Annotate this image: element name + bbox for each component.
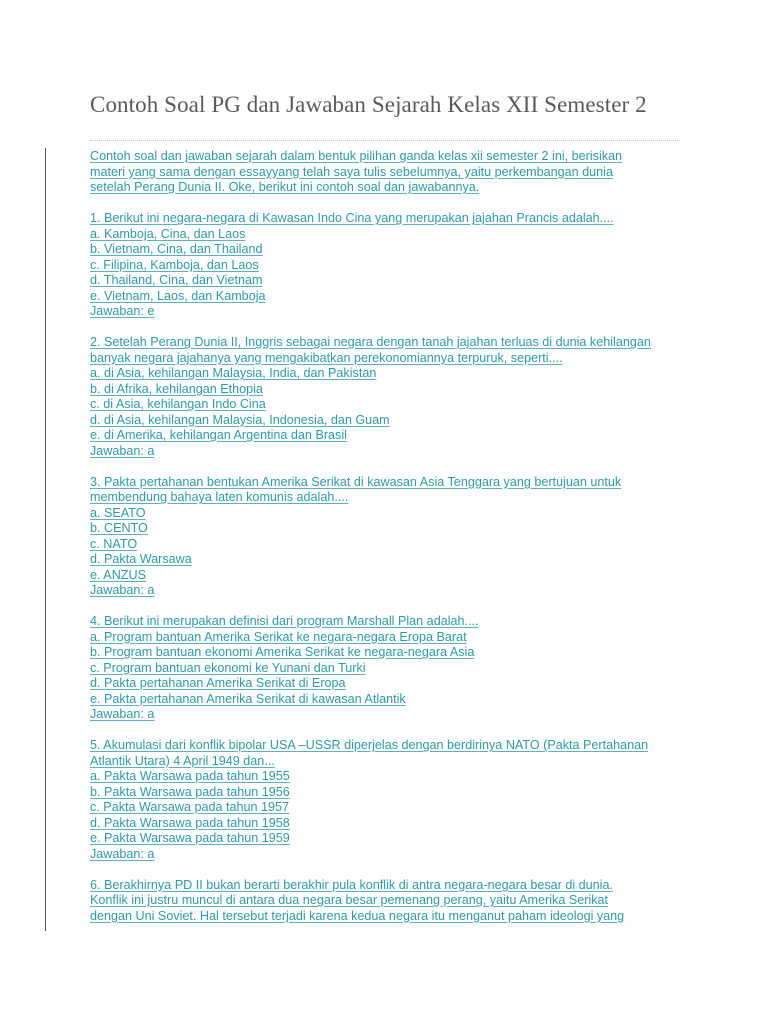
left-margin-rule <box>45 148 46 931</box>
question-text[interactable]: 2. Setelah Perang Dunia II, Inggris sebagai negara dengan tanah jajahan terluas di dunia kehilangan <box>90 335 651 349</box>
question-text[interactable]: 3. Pakta pertahanan bentukan Amerika Serikat di kawasan Asia Tenggara yang bertujuan untuk <box>90 474 622 489</box>
answer[interactable]: Jawaban: e <box>90 304 155 318</box>
option-a[interactable]: a. di Asia, kehilangan Malaysia, India, dan Pakistan <box>90 366 377 380</box>
question-text[interactable]: 5. Akumulasi dari konflik bipolar USA –USSR diperjelas dengan berdirinya NATO (Pakta Pertahanan <box>90 738 649 752</box>
option-c[interactable]: c. NATO <box>90 536 138 551</box>
question-3 <box>90 475 690 599</box>
question-text[interactable]: dengan Uni Soviet. Hal tersebut terjadi karena kedua negara itu menganut paham ideologi yang <box>90 908 625 923</box>
option-a[interactable]: a. Program bantuan Amerika Serikat ke negara-negara Eropa Barat <box>90 629 467 644</box>
question-text[interactable]: banyak negara jajahanya yang mengakibatkan perekonomiannya terpuruk, seperti.... <box>90 350 563 365</box>
question-text[interactable]: 4. Berikut ini merupakan definisi dari program Marshall Plan adalah.... <box>90 614 479 628</box>
question-5 <box>90 738 690 862</box>
intro-line[interactable]: Contoh soal dan jawaban sejarah dalam bentuk pilihan ganda kelas xii semester 2 ini, berisikan <box>90 149 623 163</box>
option-d[interactable]: d. Pakta pertahanan Amerika Serikat di Eropa <box>90 676 346 690</box>
option-e[interactable]: e. Pakta Warsawa pada tahun 1959 <box>90 831 290 845</box>
question-text[interactable]: Atlantik Utara) 4 April 1949 dan... <box>90 753 275 768</box>
option-c[interactable]: c. Pakta Warsawa pada tahun 1957 <box>90 800 290 814</box>
option-a[interactable]: a. Pakta Warsawa pada tahun 1955 <box>90 769 290 783</box>
option-c[interactable]: c. Program bantuan ekonomi ke Yunani dan Turki <box>90 660 366 675</box>
answer[interactable]: Jawaban: a <box>90 707 155 721</box>
option-b[interactable]: b. Vietnam, Cina, dan Thailand <box>90 242 263 256</box>
option-e[interactable]: e. ANZUS <box>90 567 146 582</box>
option-a[interactable]: a. Kamboja, Cina, dan Laos <box>90 226 246 241</box>
option-e[interactable]: e. Pakta pertahanan Amerika Serikat di kawasan Atlantik <box>90 691 406 706</box>
answer[interactable]: Jawaban: a <box>90 443 155 458</box>
option-c[interactable]: c. Filipina, Kamboja, dan Laos <box>90 257 259 272</box>
question-text[interactable]: 6. Berakhirnya PD II bukan berarti berakhir pula konflik di antra negara-negara besar di dunia. <box>90 877 613 892</box>
option-a[interactable]: a. SEATO <box>90 505 146 520</box>
option-e[interactable]: e. Vietnam, Laos, dan Kamboja <box>90 288 266 303</box>
option-d[interactable]: d. di Asia, kehilangan Malaysia, Indonesia, dan Guam <box>90 412 390 427</box>
option-e[interactable]: e. di Amerika, kehilangan Argentina dan Brasil <box>90 428 347 442</box>
question-text[interactable]: membendung bahaya laten komunis adalah.... <box>90 490 349 504</box>
question-2 <box>90 335 690 459</box>
document-body <box>90 149 690 940</box>
answer[interactable]: Jawaban: a <box>90 846 155 861</box>
question-text[interactable]: 1. Berikut ini negara-negara di Kawasan Indo Cina yang merupakan jajahan Prancis adalah.... <box>90 211 614 225</box>
option-b[interactable]: b. Pakta Warsawa pada tahun 1956 <box>90 784 290 799</box>
answer[interactable]: Jawaban: a <box>90 583 155 597</box>
question-6 <box>90 878 690 925</box>
intro-line[interactable]: setelah Perang Dunia II. Oke, berikut ini contoh soal dan jawabannya. <box>90 180 480 194</box>
document-title: Contoh Soal PG dan Jawaban Sejarah Kelas XII Semester 2 <box>90 92 647 117</box>
option-b[interactable]: b. CENTO <box>90 521 148 535</box>
option-c[interactable]: c. di Asia, kehilangan Indo Cina <box>90 397 266 411</box>
intro-paragraph <box>90 149 690 196</box>
option-d[interactable]: d. Pakta Warsawa <box>90 552 192 566</box>
option-d[interactable]: d. Pakta Warsawa pada tahun 1958 <box>90 815 290 830</box>
question-4 <box>90 614 690 723</box>
option-d[interactable]: d. Thailand, Cina, dan Vietnam <box>90 273 263 287</box>
intro-line[interactable]: materi yang sama dengan essayyang telah saya tulis sebelumnya, yaitu perkembangan dunia <box>90 164 613 179</box>
title-divider <box>90 140 680 141</box>
option-b[interactable]: b. di Afrika, kehilangan Ethopia <box>90 381 263 396</box>
question-1 <box>90 211 690 320</box>
option-b[interactable]: b. Program bantuan ekonomi Amerika Serikat ke negara-negara Asia <box>90 645 475 659</box>
question-text[interactable]: Konflik ini justru muncul di antara dua negara besar pemenang perang, yaitu Amerika Serikat <box>90 893 609 907</box>
